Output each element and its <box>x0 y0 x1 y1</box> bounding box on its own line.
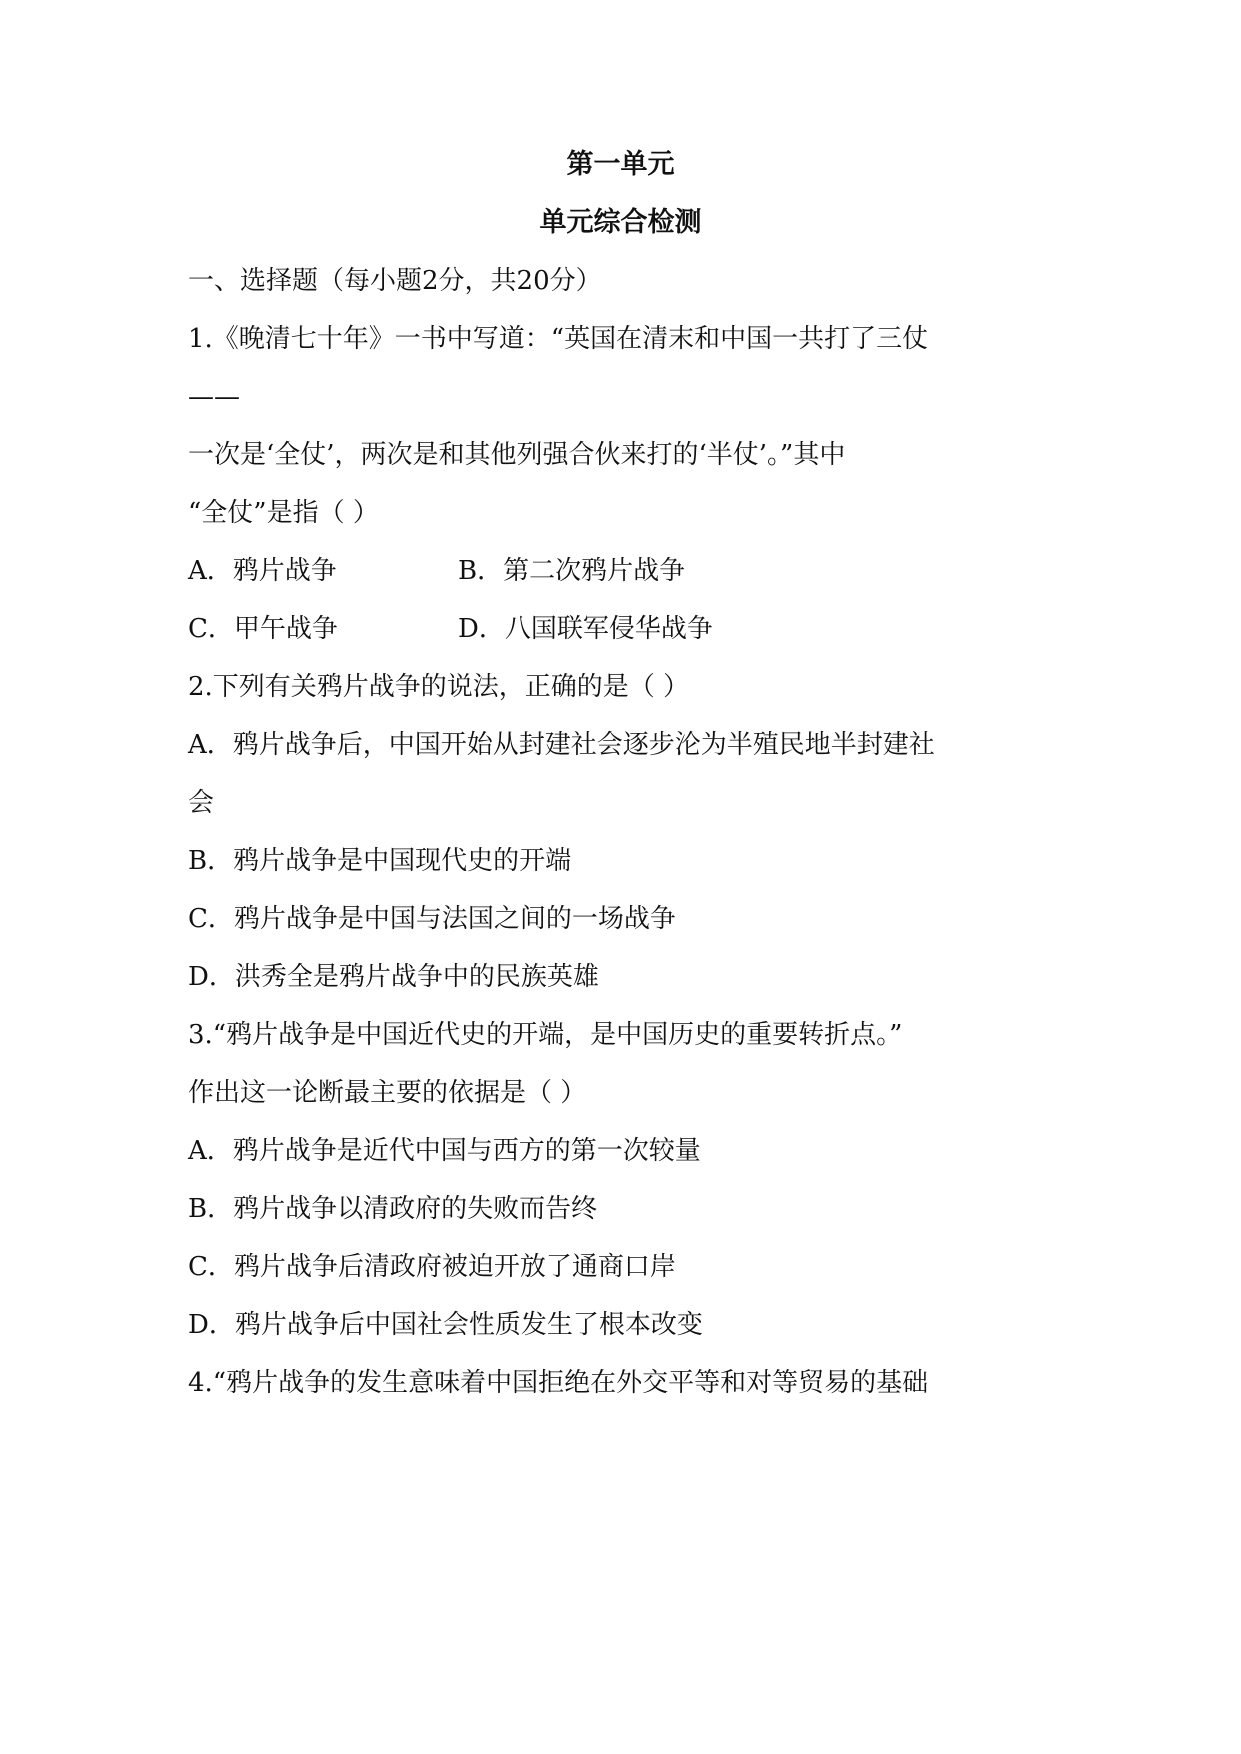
question-2-option-a-line-2: 会 <box>188 788 215 818</box>
question-1-options-row-1 <box>188 554 685 588</box>
unit-subtitle: 单元综合检测 <box>539 207 702 238</box>
question-3-line-1: 3.“鸦片战争是中国近代史的开端，是中国历史的重要转折点。” <box>188 1020 903 1050</box>
question-2-option-a-line-1: A．鸦片战争后，中国开始从封建社会逐步沦为半殖民地半封建社 <box>188 730 935 760</box>
question-1-line-2: —— <box>188 382 240 412</box>
question-2-option-c: C．鸦片战争是中国与法国之间的一场战争 <box>188 904 676 934</box>
section-heading: 一、选择题（每小题2分，共20分） <box>188 266 602 296</box>
question-1-line-1: 1.《晚清七十年》一书中写道：“英国在清末和中国一共打了三仗 <box>188 324 929 354</box>
question-1-option-c: C．甲午战争 <box>188 614 338 644</box>
question-1-line-3: 一次是‘全仗’，两次是和其他列强合伙来打的‘半仗’。”其中 <box>188 440 846 470</box>
question-2-option-d: D．洪秀全是鸦片战争中的民族英雄 <box>188 962 599 992</box>
question-1-option-b: B．第二次鸦片战争 <box>458 556 686 586</box>
question-1-line-4: “全仗”是指（ ） <box>188 498 379 528</box>
question-3-option-a: A．鸦片战争是近代中国与西方的第一次较量 <box>188 1136 701 1166</box>
question-3-option-b: B．鸦片战争以清政府的失败而告终 <box>188 1194 598 1224</box>
question-3-line-2: 作出这一论断最主要的依据是（ ） <box>188 1078 587 1108</box>
question-3-option-c: C．鸦片战争后清政府被迫开放了通商口岸 <box>188 1252 676 1282</box>
question-1-option-a: A．鸦片战争 <box>188 556 337 586</box>
unit-title: 第一单元 <box>566 149 675 180</box>
question-2-option-b: B．鸦片战争是中国现代史的开端 <box>188 846 572 876</box>
question-1-options-row-2 <box>188 612 713 646</box>
question-4-line-1: 4.“鸦片战争的发生意味着中国拒绝在外交平等和对等贸易的基础 <box>188 1368 929 1398</box>
question-3-option-d: D．鸦片战争后中国社会性质发生了根本改变 <box>188 1310 703 1340</box>
question-1-option-d: D．八国联军侵华战争 <box>458 614 713 644</box>
question-2-stem: 2.下列有关鸦片战争的说法，正确的是（ ） <box>188 672 690 702</box>
